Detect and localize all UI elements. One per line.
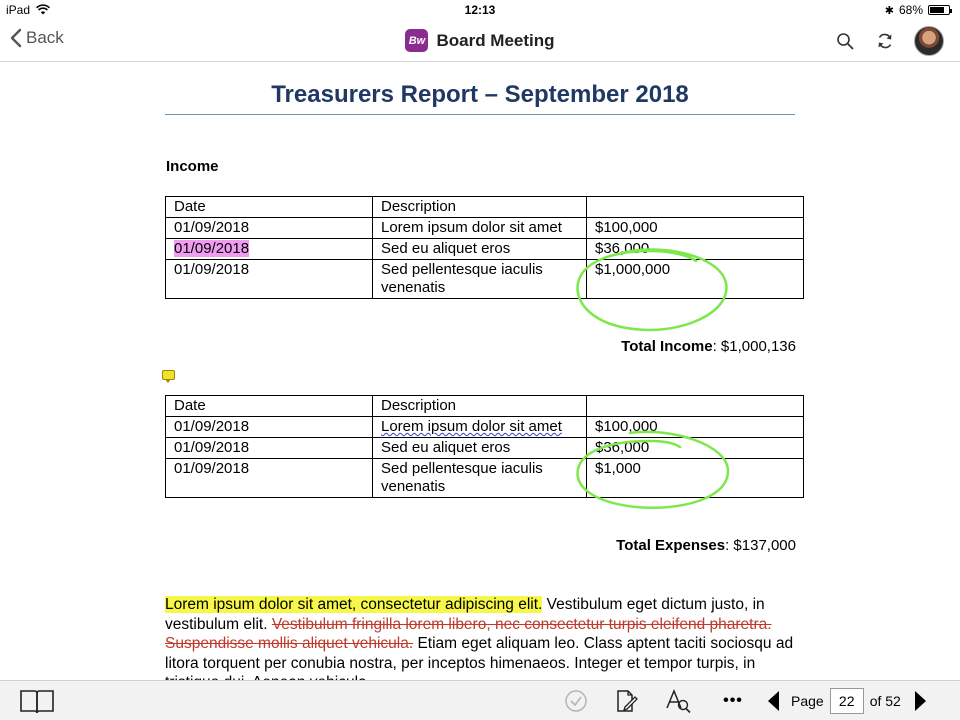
find-text-icon bbox=[665, 688, 693, 714]
total-income-label: Total Income bbox=[621, 338, 713, 355]
nav-bar bbox=[0, 20, 960, 62]
cell-date: 01/09/2018 bbox=[166, 417, 373, 438]
avatar[interactable] bbox=[914, 26, 944, 56]
cell-date: 01/09/2018 bbox=[166, 438, 373, 459]
total-expenses bbox=[616, 537, 796, 554]
expense-table bbox=[165, 395, 804, 498]
total-expenses-value: : $137,000 bbox=[725, 537, 796, 554]
comment-note-icon[interactable] bbox=[162, 370, 175, 380]
nav-actions bbox=[834, 26, 944, 56]
nav-title bbox=[0, 29, 960, 52]
battery-percent: 68% bbox=[898, 3, 923, 17]
page-count: of 52 bbox=[869, 693, 901, 709]
cell-amount: $100,000 bbox=[587, 218, 804, 239]
status-bar bbox=[0, 0, 960, 20]
total-income bbox=[621, 338, 796, 355]
search-icon bbox=[836, 32, 854, 50]
table-row bbox=[166, 260, 804, 299]
total-income-value: : $1,000,136 bbox=[712, 338, 796, 355]
header-amount bbox=[587, 197, 804, 218]
squiggle-annotated-text[interactable]: Lorem ipsum dolor sit amet bbox=[381, 418, 562, 435]
table-row bbox=[166, 417, 804, 438]
table-of-contents-button[interactable] bbox=[18, 687, 56, 715]
status-time: 12:13 bbox=[464, 3, 496, 17]
cell-amount: $1,000 bbox=[587, 459, 804, 498]
page-navigator bbox=[762, 682, 952, 720]
approve-button[interactable] bbox=[562, 687, 590, 715]
app-logo: Bw bbox=[405, 29, 428, 52]
back-label: Back bbox=[26, 28, 64, 47]
table-row bbox=[166, 239, 804, 260]
cell-description: Sed pellentesque iaculis venenatis bbox=[373, 260, 587, 299]
report-title: Treasurers Report – September 2018 bbox=[271, 81, 689, 108]
table-row bbox=[166, 438, 804, 459]
header-description: Description bbox=[373, 396, 587, 417]
document-title: Board Meeting bbox=[436, 30, 555, 50]
previous-page-icon[interactable] bbox=[768, 691, 779, 711]
income-heading: Income bbox=[166, 158, 219, 175]
cell-description bbox=[373, 417, 587, 438]
device-name: iPad bbox=[6, 3, 31, 17]
header-date: Date bbox=[166, 396, 373, 417]
page-number-input[interactable] bbox=[830, 688, 864, 714]
cell-amount: $100,000 bbox=[587, 417, 804, 438]
more-icon: ••• bbox=[723, 692, 743, 709]
more-button[interactable] bbox=[716, 687, 750, 715]
header-amount bbox=[587, 396, 804, 417]
sync-icon bbox=[876, 32, 894, 50]
annotate-icon bbox=[613, 688, 639, 714]
bluetooth-icon: ✱ bbox=[884, 4, 894, 17]
header-description: Description bbox=[373, 197, 587, 218]
battery-icon bbox=[928, 5, 950, 15]
highlighted-date[interactable]: 01/09/2018 bbox=[174, 240, 250, 257]
strikethrough-text[interactable]: Vestibulum fringilla lorem libero, nec consectetur turpis eleifend pharetra. Suspendisse mollis aliquet vehicula. bbox=[165, 615, 772, 653]
cell-date: 01/09/2018 bbox=[166, 218, 373, 239]
cell-description: Sed pellentesque iaculis venenatis bbox=[373, 459, 587, 498]
title-divider bbox=[165, 114, 795, 115]
cell-date: 01/09/2018 bbox=[166, 260, 373, 299]
table-header-row bbox=[166, 197, 804, 218]
paragraph-text: Vestibulum eget dictum justo, in vestibulum elit. bbox=[165, 596, 765, 633]
cell-description: Sed eu aliquet eros bbox=[373, 239, 587, 260]
income-table bbox=[165, 196, 804, 299]
find-text-button[interactable] bbox=[664, 687, 694, 715]
cell-description: Lorem ipsum dolor sit amet bbox=[373, 218, 587, 239]
bottom-toolbar bbox=[0, 680, 960, 720]
annotate-button[interactable] bbox=[612, 687, 640, 715]
next-page-icon[interactable] bbox=[915, 691, 926, 711]
cell-date bbox=[166, 239, 373, 260]
cell-date: 01/09/2018 bbox=[166, 459, 373, 498]
cell-amount: $36,000 bbox=[587, 438, 804, 459]
paragraph-text: Etiam eget aliquam leo. Class aptent taciti sociosqu ad litora torquent per conubia nostra, per inceptos himenaeos. Integer et tempor turpis, in bbox=[165, 635, 794, 672]
table-row bbox=[166, 459, 804, 498]
highlighted-text[interactable]: Lorem ipsum dolor sit amet, consectetur adipiscing elit. bbox=[165, 596, 543, 613]
status-right bbox=[885, 3, 950, 17]
page-label: Page bbox=[791, 693, 824, 709]
sync-button[interactable] bbox=[874, 30, 896, 52]
checkmark-circle-icon bbox=[564, 689, 588, 713]
table-header-row bbox=[166, 396, 804, 417]
table-row bbox=[166, 218, 804, 239]
cell-description: Sed eu aliquet eros bbox=[373, 438, 587, 459]
search-button[interactable] bbox=[834, 30, 856, 52]
cell-amount: $1,000,000 bbox=[587, 260, 804, 299]
cell-amount: $36,000 bbox=[587, 239, 804, 260]
book-icon bbox=[19, 687, 55, 715]
total-expenses-label: Total Expenses bbox=[616, 537, 726, 554]
header-date: Date bbox=[166, 197, 373, 218]
battery-level bbox=[930, 7, 944, 13]
body-paragraph bbox=[165, 595, 795, 693]
document-page bbox=[0, 63, 960, 680]
